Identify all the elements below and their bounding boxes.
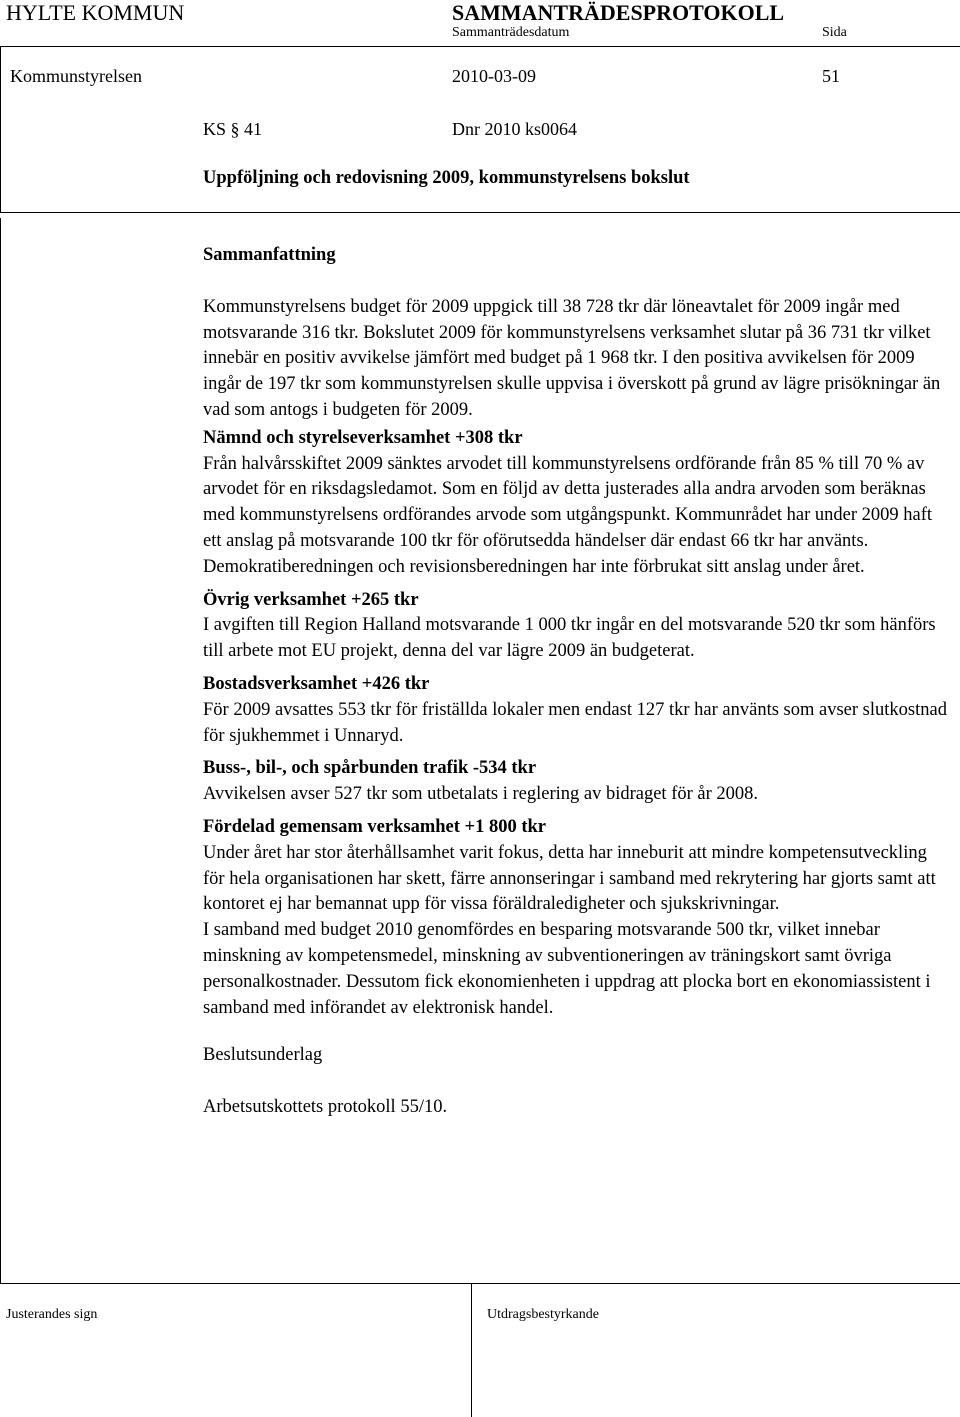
- case-divider: [0, 212, 960, 213]
- case-dnr: Dnr 2010 ks0064: [452, 119, 577, 139]
- frame-left-top: [0, 46, 1, 212]
- summary-text: Kommunstyrelsens budget för 2009 uppgick till 38 728 tkr där löneavtalet för 2009 ingår med motsvarande 316 tkr. Bokslutet 2009 för kommunstyrelsens verksamhet slutar på 36 731 tkr vilket innebär en positiv avvikelse jämfört med budget på 1 968 tkr. I den positiva avvikelsen för 2009 ingår de 197 tkr som kommunstyrelsen skulle uppvisa i överskott på grund av lägre prisökningar än vad som antogs i budgeten för 2009.: [203, 296, 941, 420]
- main-content: [203, 243, 948, 1121]
- buss-text: Avvikelsen avser 527 tkr som utbetalats i reglering av bidraget för år 2008.: [203, 784, 759, 805]
- frame-left-main: [0, 218, 1, 1283]
- case-number: KS § 41: [203, 119, 263, 139]
- org-name: HYLTE KOMMUN: [6, 0, 185, 25]
- meeting-body: Kommunstyrelsen: [10, 66, 142, 86]
- extract-label: Utdragsbestyrkande: [487, 1307, 599, 1322]
- page-number: 51: [822, 66, 840, 86]
- fordelad-heading: Fördelad gemensam verksamhet +1 800 tkr: [203, 816, 546, 837]
- bostad-heading: Bostadsverksamhet +426 tkr: [203, 673, 430, 694]
- bostad-text: För 2009 avsattes 553 tkr för friställda lokaler men endast 127 tkr har använts som avser slutkostnad för sjukhemmet i Unnaryd.: [203, 699, 947, 746]
- meeting-date: 2010-03-09: [452, 66, 536, 86]
- namnd-heading: Nämnd och styrelseverksamhet +308 tkr: [203, 427, 523, 448]
- fordelad-text-1: Under året har stor återhållsamhet varit fokus, detta har inneburit att mindre kompetensutveckling för hela organisationen har skett, färre annonseringar i samband med rekrytering har gjorts samt att kontoret ej har bemannat upp för vissa föräldraledigheter och sjukskrivningar.: [203, 842, 936, 915]
- header-divider: [0, 46, 960, 47]
- buss-heading: Buss-, bil-, och spårbunden trafik -534 tkr: [203, 758, 537, 779]
- sign-label: Justerandes sign: [6, 1307, 98, 1322]
- footer-split: [471, 1283, 472, 1417]
- beslut-heading: Beslutsunderlag: [203, 1045, 323, 1066]
- footer-divider: [0, 1283, 960, 1284]
- beslut-text: Arbetsutskottets protokoll 55/10.: [203, 1097, 448, 1118]
- summary-heading: Sammanfattning: [203, 245, 336, 265]
- ovrig-heading: Övrig verksamhet +265 tkr: [203, 589, 419, 610]
- page-label: Sida: [822, 25, 847, 40]
- namnd-text: Från halvårsskiftet 2009 sänktes arvodet till kommunstyrelsens ordförande från 85 % till 70 % av arvodet för en riksdagsledamot. Som en följd av detta justerades alla andra arvoden som beräknas med kommunstyrelsens ordförandes arvode som utgångspunkt. Kommunrådet har under 2009 haft ett anslag på motsvarande 100 tkr för oförutsedda händelser där endast 66 tkr har använts. Demokratiberedningen och revisionsberedningen har inte förbrukat sitt anslag under året.: [203, 453, 933, 577]
- case-title: Uppföljning och redovisning 2009, kommunstyrelsens bokslut: [203, 168, 690, 188]
- date-label: Sammanträdesdatum: [452, 25, 570, 40]
- ovrig-text: I avgiften till Region Halland motsvarande 1 000 tkr ingår en del motsvarande 520 tkr som hänförs till arbete mot EU projekt, denna del var lägre 2009 än budgeterat.: [203, 615, 936, 662]
- fordelad-text-2: I samband med budget 2010 genomfördes en besparing motsvarande 500 tkr, vilket innebar minskning av kompetensmedel, minskning av subventioneringen av träningskort samt övriga personalkostnader. Dessutom fick ekonomienheten i uppdrag att plocka bort en ekonomiassistent i samband med införandet av elektronisk handel.: [203, 920, 931, 1018]
- doc-type: SAMMANTRÄDESPROTOKOLL: [452, 0, 785, 25]
